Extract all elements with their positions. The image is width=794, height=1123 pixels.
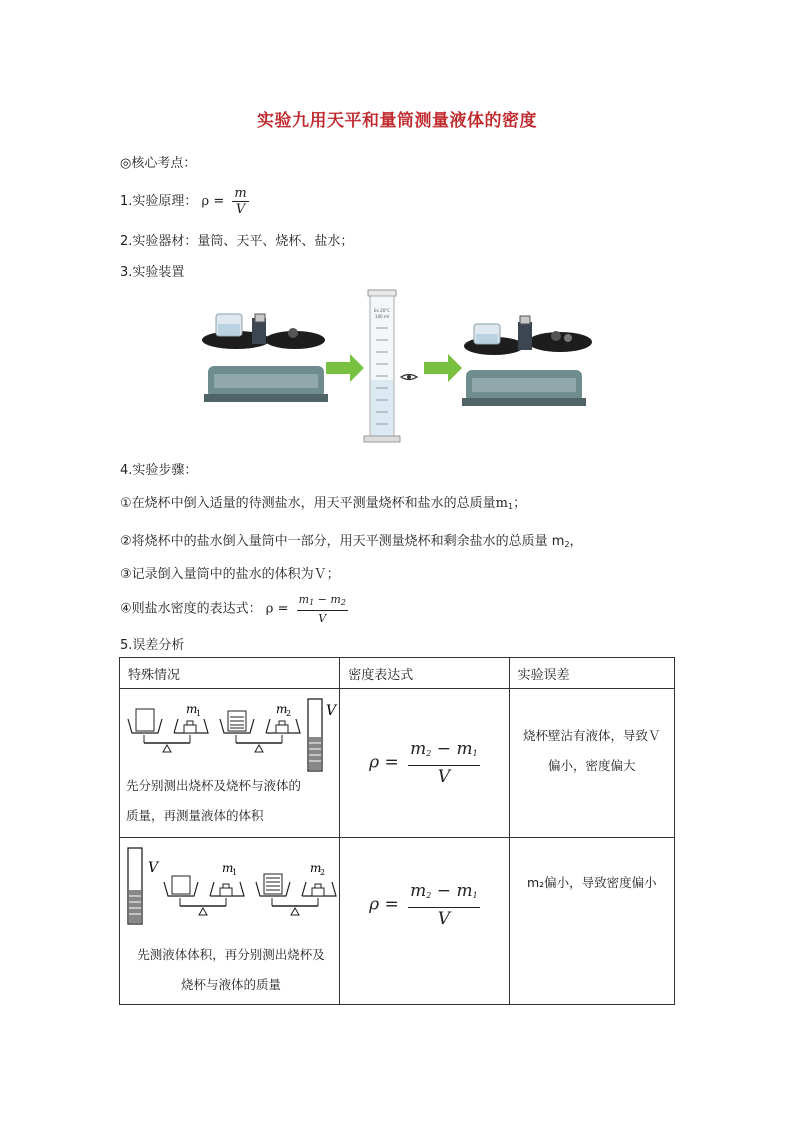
step-3: ③记录倒入量筒中的盐水的体积为Ｖ；: [120, 567, 340, 582]
mass-sub: 2: [286, 709, 292, 718]
case-text-line: 质量，再测量液体的体积: [126, 808, 264, 823]
mass-sub: 2: [320, 868, 326, 877]
step-1-end: ；: [513, 496, 527, 511]
error-text-line: 烧杯壁沾有液体，导致Ｖ: [523, 728, 661, 743]
apparatus-figure: [198, 288, 598, 444]
case-text-line: 先测液体体积，再分别测出烧杯及: [137, 947, 325, 962]
case-cell: [120, 838, 340, 1005]
table-header-cell: 密度表达式: [340, 658, 509, 689]
expression-cell: [340, 838, 509, 1005]
error-text-line: 偏小，密度偏大: [548, 758, 636, 773]
equipment-line: 2.实验器材：量筒、天平、烧杯、盐水；: [120, 234, 354, 249]
rho-symbol: ρ: [201, 194, 210, 209]
case-text-line: 先分别测出烧杯及烧杯与液体的: [126, 778, 302, 793]
cylinder-cap-text: 100 ml: [375, 314, 389, 319]
fraction-denominator: V: [318, 612, 327, 625]
principle-label: 1.实验原理：: [120, 194, 198, 209]
step-1-text: ①在烧杯中倒入适量的待测盐水，用天平测量烧杯和盐水的总质量: [120, 496, 496, 511]
fraction-numerator: m: [234, 186, 247, 201]
step-4-text: ④则盐水密度的表达式：: [120, 601, 262, 617]
case-cell: [120, 689, 340, 838]
error-analysis-label: 5.误差分析: [120, 638, 185, 653]
equals-sign: =: [213, 194, 225, 209]
fraction-denominator: V: [235, 202, 246, 217]
apparatus-label: 3.实验装置: [120, 265, 185, 280]
fraction-numerator: $m_1 - m_2$: [297, 592, 348, 611]
core-label: ◎核心考点：: [120, 156, 197, 171]
density-expression: ρ = $\frac{m_2 - m_1}{V}$: [369, 881, 478, 929]
error-cell: [509, 689, 674, 838]
step-2-sub: 2: [564, 540, 570, 549]
mass-label: m: [186, 702, 198, 716]
arrow-right-icon: [424, 354, 462, 382]
density-expression: ρ = $\frac{m_2 - m_1}{V}$: [369, 739, 478, 787]
expression-cell: [340, 689, 509, 838]
measuring-cylinder-image: [364, 290, 400, 442]
table-header-row: [120, 658, 675, 689]
case-text-line: 烧杯与液体的质量: [180, 977, 281, 992]
balance-diagram: [124, 697, 340, 773]
left-balance-image: [202, 314, 328, 402]
volume-label: V: [326, 703, 337, 719]
steps-label: 4.实验步骤：: [120, 463, 198, 478]
step-4: [120, 592, 348, 626]
mass-label: m: [310, 861, 322, 875]
balance-diagram: [124, 846, 340, 926]
rho-symbol: ρ: [265, 601, 274, 617]
volume-label: V: [148, 860, 159, 876]
principle-fraction: [232, 186, 248, 217]
step-2: [120, 530, 583, 549]
mass-label: m: [276, 702, 288, 716]
step-4-fraction: [297, 592, 348, 626]
step-2-text: ②将烧杯中的盐水倒入量筒中一部分，用天平测量烧杯和剩余盐水的总质量 m: [120, 534, 565, 549]
principle-line: [120, 186, 249, 217]
mass-sub: 1: [232, 868, 238, 877]
cylinder-top-text: Ex 20°C: [373, 308, 391, 313]
error-analysis-table: [119, 657, 675, 1005]
step-1-var: m: [495, 496, 508, 511]
step-1-sub: 1: [507, 502, 514, 511]
equals-sign: =: [277, 601, 289, 617]
table-header-cell: 实验误差: [509, 658, 674, 689]
mass-label: m: [222, 861, 234, 875]
error-text-line: m₂偏小，导致密度偏小: [526, 875, 657, 890]
right-balance-image: [462, 316, 592, 406]
arrow-right-icon: [326, 354, 364, 382]
mass-sub: 1: [196, 709, 202, 718]
error-cell: [509, 838, 674, 1005]
table-row: [120, 838, 675, 1005]
step-2-end: ，: [569, 534, 583, 549]
table-header-cell: 特殊情况: [120, 658, 340, 689]
page-title: 实验九用天平和量筒测量液体的密度: [257, 111, 537, 131]
step-1: [120, 492, 526, 511]
table-row: [120, 689, 675, 838]
